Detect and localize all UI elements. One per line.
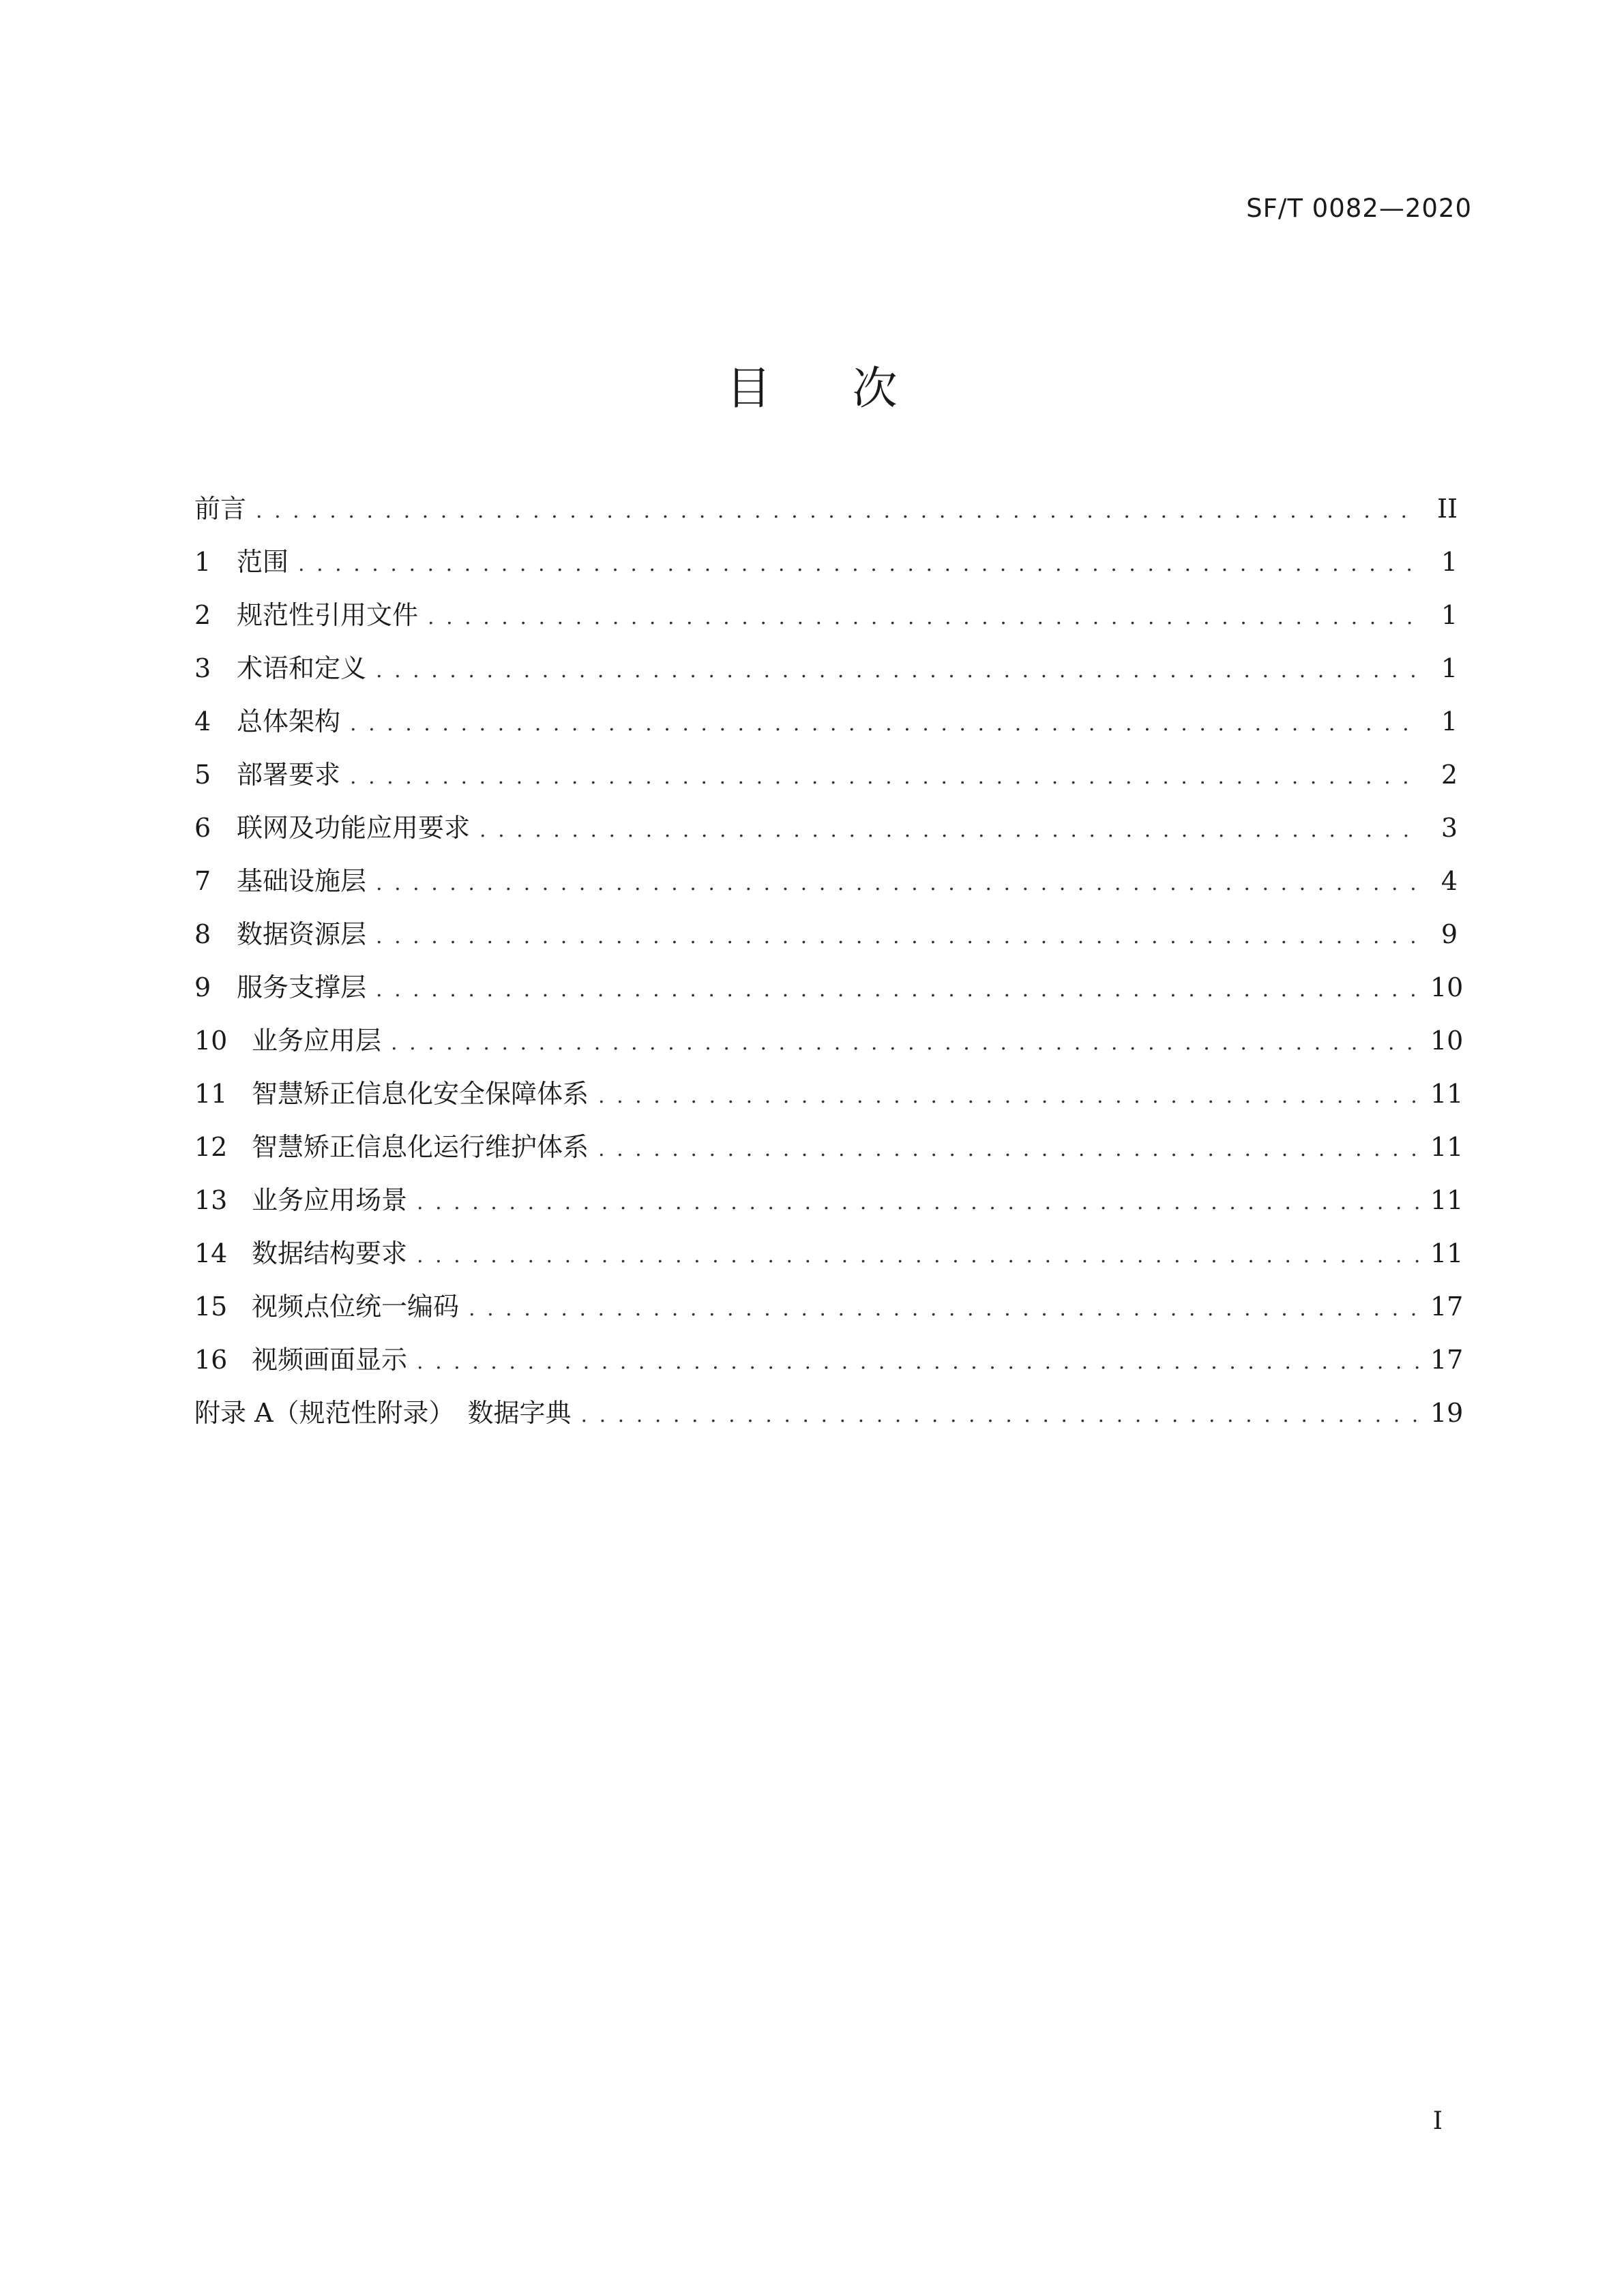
toc-entry-number: 16	[194, 1345, 228, 1375]
toc-entry-13[interactable]	[194, 1181, 1464, 1234]
toc-entry-page: 17	[1430, 1292, 1464, 1322]
toc-entry-label: 部署要求	[237, 760, 341, 790]
toc-entry-label: 术语和定义	[237, 653, 367, 683]
toc-title-left: 目	[726, 362, 772, 415]
toc-entry-page: 10	[1430, 1026, 1464, 1056]
toc-entry-number: 10	[194, 1026, 228, 1056]
toc-entry-number: 9	[194, 972, 211, 1002]
toc-entry-15[interactable]	[194, 1287, 1464, 1341]
toc-entry-9[interactable]	[194, 968, 1464, 1022]
toc-entry-label: 基础设施层	[237, 866, 367, 896]
toc-leader-dots	[350, 705, 1421, 743]
toc-entry-number: 14	[194, 1238, 228, 1268]
toc-leader-dots	[298, 546, 1421, 584]
toc-entry-14[interactable]	[194, 1234, 1464, 1287]
toc-entry-number: 11	[194, 1079, 228, 1109]
toc-entry-12[interactable]	[194, 1128, 1464, 1181]
toc-entry-number: 7	[194, 866, 211, 896]
toc-title	[0, 352, 1624, 417]
toc-entry-page: 1	[1441, 547, 1458, 577]
toc-entry-page: 19	[1430, 1398, 1464, 1428]
toc-entry-10[interactable]	[194, 1022, 1464, 1075]
toc-leader-dots	[391, 1024, 1421, 1062]
toc-entry-label: 智慧矫正信息化安全保障体系	[252, 1079, 589, 1109]
toc-entry-4[interactable]	[194, 702, 1458, 756]
toc-entry-number: 3	[194, 653, 211, 683]
toc-entry-page: 9	[1441, 919, 1458, 949]
toc-entry-number: 13	[194, 1185, 228, 1215]
toc-entry-3[interactable]	[194, 649, 1458, 702]
toc-entry-8[interactable]	[194, 915, 1458, 968]
toc-entry-label: 范围	[237, 547, 289, 577]
toc-list	[194, 490, 1464, 1447]
page-number: I	[1432, 2107, 1443, 2135]
toc-leader-dots	[417, 1237, 1421, 1275]
toc-entry-5[interactable]	[194, 756, 1458, 809]
toc-leader-dots	[598, 1131, 1421, 1169]
toc-entry-7[interactable]	[194, 862, 1458, 915]
toc-entry-page: 1	[1441, 706, 1458, 736]
document-code: SF/T 0082—2020	[1246, 194, 1472, 223]
toc-leader-dots	[350, 758, 1421, 796]
toc-entry-label: 前言	[194, 494, 247, 524]
toc-leader-dots	[256, 492, 1421, 531]
toc-leader-dots	[598, 1077, 1421, 1116]
toc-entry-number: 6	[194, 813, 211, 843]
toc-entry-16[interactable]	[194, 1341, 1464, 1394]
toc-entry-page: 2	[1441, 760, 1458, 790]
toc-entry-1[interactable]	[194, 543, 1458, 596]
toc-entry-label: 视频点位统一编码	[252, 1292, 460, 1322]
toc-entry-number: 15	[194, 1292, 228, 1322]
toc-entry-appendix-a[interactable]	[194, 1394, 1464, 1447]
toc-entry-label: 视频画面显示	[252, 1345, 408, 1375]
toc-leader-dots	[479, 811, 1421, 850]
toc-entry-label: 规范性引用文件	[237, 600, 419, 630]
toc-entry-page: 11	[1430, 1238, 1464, 1268]
toc-leader-dots	[417, 1343, 1421, 1382]
toc-entry-page: II	[1436, 494, 1458, 524]
toc-entry-label: 业务应用层	[252, 1026, 382, 1056]
toc-entry-label: 业务应用场景	[252, 1185, 408, 1215]
toc-entry-page: 3	[1441, 813, 1458, 843]
toc-leader-dots	[376, 918, 1421, 956]
toc-leader-dots	[417, 1184, 1421, 1222]
toc-entry-number: 4	[194, 706, 211, 736]
toc-entry-page: 1	[1441, 600, 1458, 630]
toc-entry-label: 联网及功能应用要求	[237, 813, 471, 843]
toc-title-right: 次	[852, 362, 898, 415]
toc-entry-page: 11	[1430, 1132, 1464, 1162]
toc-leader-dots	[376, 865, 1421, 903]
toc-entry-label: 数据资源层	[237, 919, 367, 949]
toc-leader-dots	[376, 971, 1421, 1009]
toc-entry-page: 11	[1430, 1079, 1464, 1109]
toc-entry-label: 数据结构要求	[252, 1238, 408, 1268]
toc-entry-page: 1	[1441, 653, 1458, 683]
toc-entry-page: 10	[1430, 972, 1464, 1002]
toc-entry-number: 2	[194, 600, 211, 630]
toc-entry-label: 总体架构	[237, 706, 341, 736]
toc-entry-label: 智慧矫正信息化运行维护体系	[252, 1132, 589, 1162]
toc-leader-dots	[581, 1397, 1421, 1435]
toc-entry-6[interactable]	[194, 809, 1458, 862]
toc-entry-label: 服务支撑层	[237, 972, 367, 1002]
toc-leader-dots	[469, 1290, 1421, 1328]
toc-entry-number: 12	[194, 1132, 228, 1162]
toc-entry-number: 8	[194, 919, 211, 949]
toc-entry-page: 17	[1430, 1345, 1464, 1375]
toc-entry-2[interactable]	[194, 596, 1458, 649]
toc-entry-number: 1	[194, 547, 211, 577]
toc-entry-number: 5	[194, 760, 211, 790]
toc-entry-label: 附录 A（规范性附录） 数据字典	[194, 1398, 572, 1428]
toc-entry-page: 11	[1430, 1185, 1464, 1215]
toc-entry-foreword[interactable]	[194, 490, 1458, 543]
toc-entry-11[interactable]	[194, 1075, 1464, 1128]
toc-entry-page: 4	[1441, 866, 1458, 896]
toc-leader-dots	[376, 652, 1421, 690]
toc-leader-dots	[428, 599, 1421, 637]
